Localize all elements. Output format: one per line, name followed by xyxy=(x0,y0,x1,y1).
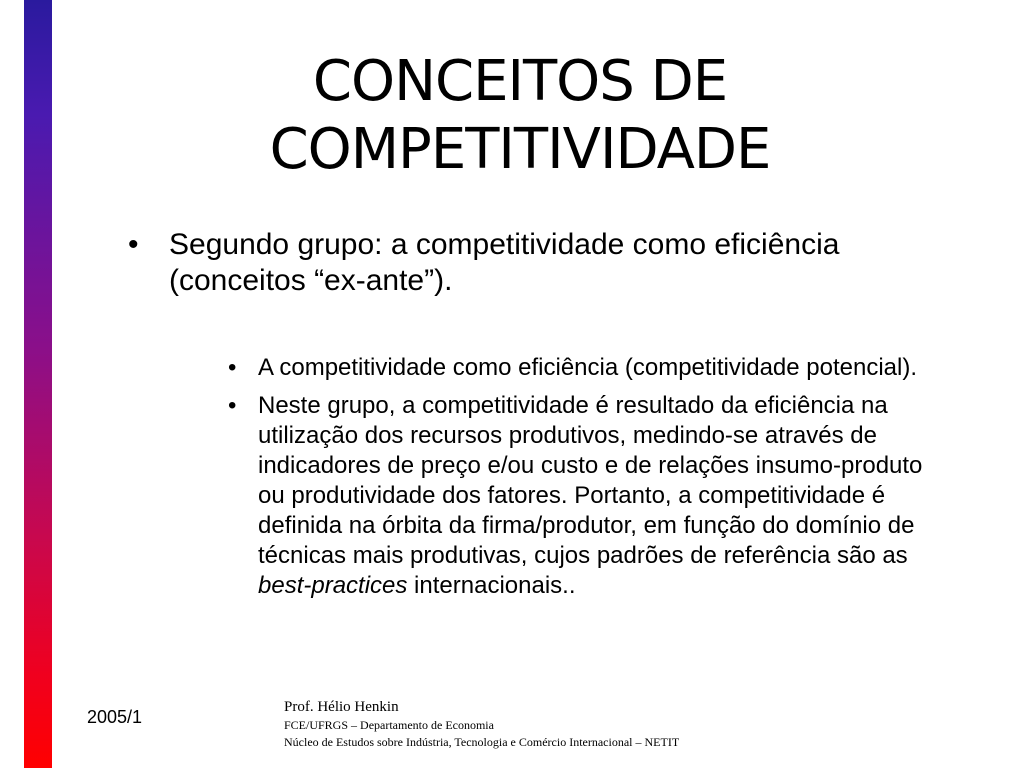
title-line-2: COMPETITIVIDADE xyxy=(269,117,771,182)
sub-bullet-text-main: Neste grupo, a competitividade é resultado da eficiência na utilização dos recursos produtivos, medindo-se através de indicadores de preço e/ou custo e de relações insumo-produto ou produtividade dos fatores. Portanto, a competitividade é definida na órbita da firma/produtor, em função do domínio de técnicas mais produtivas, cujos padrões de referência são as xyxy=(258,392,923,569)
bullet-icon: • xyxy=(228,392,237,419)
sub-bullet-item xyxy=(228,353,948,383)
footer-credits xyxy=(284,698,679,751)
sub-bullet-item xyxy=(228,391,948,601)
slide-title xyxy=(100,48,940,184)
sub-bullet-text-italic: best-practices xyxy=(258,572,408,599)
sub-bullet-text xyxy=(258,391,948,601)
sub-bullet-text-end: internacionais.. xyxy=(407,572,576,599)
bullet-icon: • xyxy=(228,354,237,381)
title-line-1: CONCEITOS DE xyxy=(312,49,728,114)
sub-bullet-list xyxy=(228,353,948,609)
footer-department: FCE/UFRGS – Departamento de Economia xyxy=(284,718,494,732)
bullet-icon: • xyxy=(128,228,139,261)
main-bullet xyxy=(128,227,948,299)
footer-center: Núcleo de Estudos sobre Indústria, Tecnologia e Comércio Internacional – NETIT xyxy=(284,735,680,749)
main-bullet-text: Segundo grupo: a competitividade como eficiência (conceitos “ex-ante”). xyxy=(169,228,840,297)
footer-date: 2005/1 xyxy=(87,707,143,727)
footer-author: Prof. Hélio Henkin xyxy=(284,699,399,715)
gradient-side-bar xyxy=(24,0,52,768)
sub-bullet-text: A competitividade como eficiência (competitividade potencial). xyxy=(258,354,918,381)
